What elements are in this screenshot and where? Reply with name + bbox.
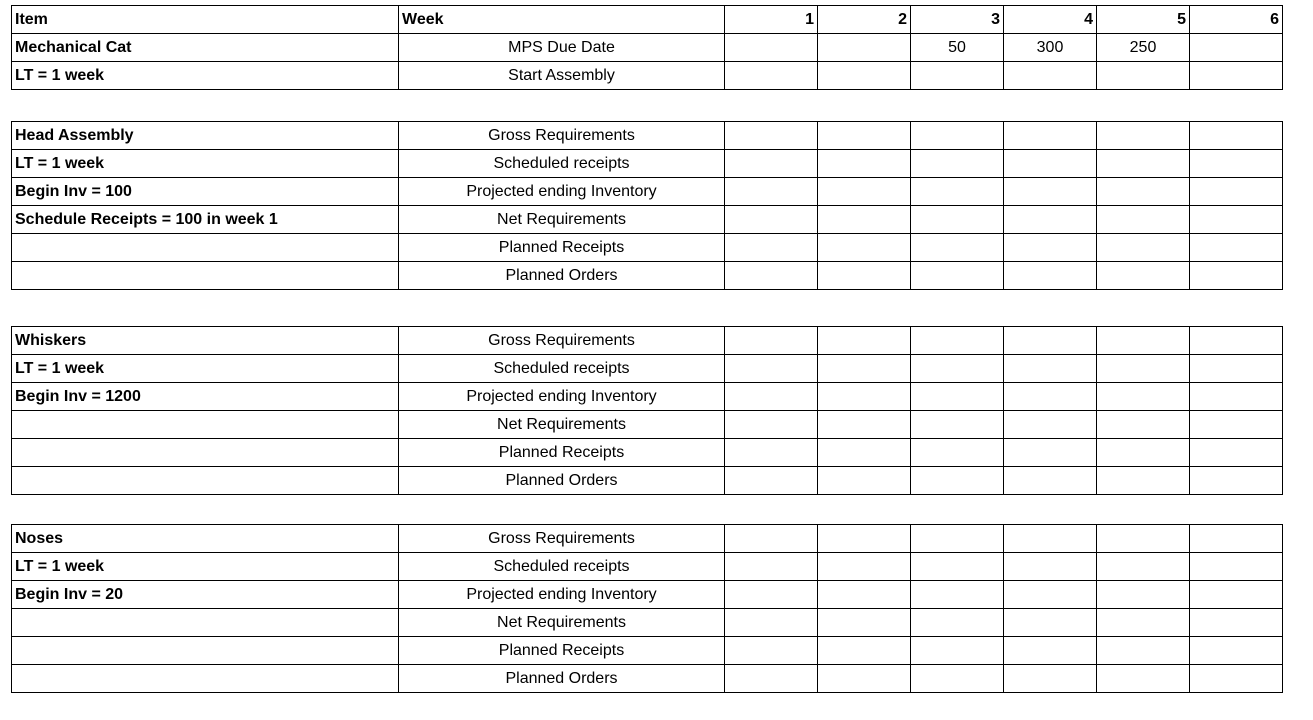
week-cell[interactable]	[1097, 150, 1190, 178]
week-number[interactable]: 4	[1004, 6, 1097, 34]
week-cell[interactable]	[818, 637, 911, 665]
week-cell[interactable]	[818, 609, 911, 637]
row-label-cell[interactable]: Start Assembly	[399, 62, 725, 90]
week-cell[interactable]	[818, 150, 911, 178]
table-row	[12, 637, 1283, 665]
item-cell[interactable]	[12, 467, 399, 495]
item-cell[interactable]	[12, 439, 399, 467]
week-cell[interactable]	[911, 411, 1004, 439]
week-cell[interactable]	[1097, 62, 1190, 90]
row-label-cell[interactable]: Projected ending Inventory	[399, 178, 725, 206]
item-cell[interactable]: LT = 1 week	[12, 62, 399, 90]
week-cell[interactable]	[911, 355, 1004, 383]
week-cell[interactable]	[725, 665, 818, 693]
head-assembly-table	[11, 121, 1283, 290]
week-cell[interactable]	[818, 234, 911, 262]
whiskers-table	[11, 326, 1283, 495]
week-cell[interactable]	[1190, 467, 1283, 495]
week-cell[interactable]	[1097, 553, 1190, 581]
week-cell[interactable]	[911, 581, 1004, 609]
week-cell[interactable]	[911, 206, 1004, 234]
table-row	[12, 234, 1283, 262]
row-label-cell[interactable]: Scheduled receipts	[399, 553, 725, 581]
table-row	[12, 383, 1283, 411]
week-cell[interactable]	[911, 178, 1004, 206]
table-row	[12, 327, 1283, 355]
week-cell[interactable]	[911, 327, 1004, 355]
week-cell[interactable]	[818, 262, 911, 290]
week-cell[interactable]	[818, 62, 911, 90]
week-cell[interactable]	[911, 637, 1004, 665]
week-cell[interactable]	[1190, 439, 1283, 467]
week-cell[interactable]	[818, 411, 911, 439]
table-row	[12, 34, 1283, 62]
table-row	[12, 553, 1283, 581]
week-cell[interactable]	[1190, 553, 1283, 581]
week-cell[interactable]	[1097, 122, 1190, 150]
week-cell[interactable]: 250	[1097, 34, 1190, 62]
week-cell[interactable]	[725, 581, 818, 609]
week-cell[interactable]	[1004, 150, 1097, 178]
row-label-cell[interactable]: Planned Orders	[399, 665, 725, 693]
week-cell[interactable]	[1190, 150, 1283, 178]
week-cell[interactable]	[818, 206, 911, 234]
row-label-cell[interactable]: Scheduled receipts	[399, 150, 725, 178]
week-cell[interactable]	[1190, 581, 1283, 609]
row-label-cell[interactable]: Planned Orders	[399, 262, 725, 290]
week-cell[interactable]	[1004, 234, 1097, 262]
week-cell[interactable]	[1190, 383, 1283, 411]
week-cell[interactable]: 300	[1004, 34, 1097, 62]
week-cell[interactable]	[1190, 665, 1283, 693]
week-cell[interactable]	[725, 525, 818, 553]
week-cell[interactable]	[1004, 178, 1097, 206]
week-number[interactable]: 3	[911, 6, 1004, 34]
row-label-cell[interactable]: Gross Requirements	[399, 122, 725, 150]
item-cell[interactable]: Schedule Receipts = 100 in week 1	[12, 206, 399, 234]
table-row	[12, 355, 1283, 383]
item-cell[interactable]: Begin Inv = 20	[12, 581, 399, 609]
table-row	[12, 411, 1283, 439]
week-cell[interactable]	[818, 34, 911, 62]
week-cell[interactable]	[818, 439, 911, 467]
week-cell[interactable]	[1097, 467, 1190, 495]
week-cell[interactable]	[911, 262, 1004, 290]
week-number[interactable]: 5	[1097, 6, 1190, 34]
week-cell[interactable]	[1004, 355, 1097, 383]
week-cell[interactable]	[1004, 467, 1097, 495]
week-cell[interactable]	[1097, 609, 1190, 637]
week-number[interactable]: 2	[818, 6, 911, 34]
week-cell[interactable]	[725, 467, 818, 495]
item-cell[interactable]: Mechanical Cat	[12, 34, 399, 62]
week-cell[interactable]	[1004, 62, 1097, 90]
row-label-cell[interactable]: Planned Orders	[399, 467, 725, 495]
week-cell[interactable]	[725, 178, 818, 206]
week-cell[interactable]	[1097, 383, 1190, 411]
week-cell[interactable]	[911, 525, 1004, 553]
row-label-cell[interactable]: Net Requirements	[399, 411, 725, 439]
item-cell[interactable]	[12, 234, 399, 262]
item-cell[interactable]	[12, 262, 399, 290]
week-cell[interactable]	[1004, 383, 1097, 411]
week-cell[interactable]	[911, 234, 1004, 262]
week-cell[interactable]	[911, 609, 1004, 637]
week-cell[interactable]	[911, 122, 1004, 150]
week-cell[interactable]	[725, 62, 818, 90]
table-row	[12, 150, 1283, 178]
week-cell[interactable]	[1097, 327, 1190, 355]
week-number[interactable]: 6	[1190, 6, 1283, 34]
week-cell[interactable]	[1004, 525, 1097, 553]
week-cell[interactable]	[725, 383, 818, 411]
week-number[interactable]: 1	[725, 6, 818, 34]
noses-table	[11, 524, 1283, 693]
week-cell[interactable]	[1097, 355, 1190, 383]
table-row	[12, 467, 1283, 495]
table-row	[12, 609, 1283, 637]
week-cell[interactable]	[1190, 355, 1283, 383]
item-cell[interactable]: Whiskers	[12, 327, 399, 355]
week-cell[interactable]	[818, 122, 911, 150]
week-cell[interactable]: 50	[911, 34, 1004, 62]
week-header[interactable]: Week	[399, 6, 725, 34]
week-cell[interactable]	[725, 637, 818, 665]
item-cell[interactable]: LT = 1 week	[12, 553, 399, 581]
week-cell[interactable]	[725, 34, 818, 62]
week-cell[interactable]	[911, 150, 1004, 178]
week-cell[interactable]	[1004, 665, 1097, 693]
week-cell[interactable]	[1004, 439, 1097, 467]
week-cell[interactable]	[1190, 178, 1283, 206]
week-cell[interactable]	[1097, 234, 1190, 262]
week-cell[interactable]	[1004, 411, 1097, 439]
week-cell[interactable]	[911, 383, 1004, 411]
row-label-cell[interactable]: MPS Due Date	[399, 34, 725, 62]
week-cell[interactable]	[1097, 637, 1190, 665]
week-cell[interactable]	[725, 234, 818, 262]
table-row	[12, 262, 1283, 290]
week-cell[interactable]	[818, 327, 911, 355]
table-row	[12, 122, 1283, 150]
item-cell[interactable]: Begin Inv = 1200	[12, 383, 399, 411]
week-cell[interactable]	[911, 467, 1004, 495]
week-cell[interactable]	[725, 150, 818, 178]
table-row	[12, 581, 1283, 609]
row-label-cell[interactable]: Planned Receipts	[399, 637, 725, 665]
week-cell[interactable]	[1004, 262, 1097, 290]
week-cell[interactable]	[1004, 327, 1097, 355]
week-cell[interactable]	[1097, 411, 1190, 439]
item-header[interactable]: Item	[12, 6, 399, 34]
week-cell[interactable]	[1190, 609, 1283, 637]
week-cell[interactable]	[911, 665, 1004, 693]
week-cell[interactable]	[1190, 206, 1283, 234]
table-row	[12, 665, 1283, 693]
week-cell[interactable]	[1190, 262, 1283, 290]
row-label-cell[interactable]: Planned Receipts	[399, 439, 725, 467]
week-cell[interactable]	[1097, 206, 1190, 234]
item-cell[interactable]	[12, 665, 399, 693]
item-cell[interactable]: Head Assembly	[12, 122, 399, 150]
row-label-cell[interactable]: Net Requirements	[399, 206, 725, 234]
week-cell[interactable]	[911, 439, 1004, 467]
item-cell[interactable]	[12, 609, 399, 637]
row-label-cell[interactable]: Projected ending Inventory	[399, 383, 725, 411]
week-cell[interactable]	[1190, 122, 1283, 150]
table-row	[12, 178, 1283, 206]
table-row	[12, 62, 1283, 90]
row-label-cell[interactable]: Net Requirements	[399, 609, 725, 637]
week-cell[interactable]	[725, 411, 818, 439]
week-cell[interactable]	[725, 327, 818, 355]
week-cell[interactable]	[818, 383, 911, 411]
item-cell[interactable]: Begin Inv = 100	[12, 178, 399, 206]
row-label-cell[interactable]: Scheduled receipts	[399, 355, 725, 383]
row-label-cell[interactable]: Gross Requirements	[399, 327, 725, 355]
table-row	[12, 206, 1283, 234]
row-label-cell[interactable]: Planned Receipts	[399, 234, 725, 262]
week-cell[interactable]	[1004, 553, 1097, 581]
week-cell[interactable]	[1004, 637, 1097, 665]
week-cell[interactable]	[1190, 637, 1283, 665]
week-cell[interactable]	[1004, 122, 1097, 150]
week-cell[interactable]	[1190, 234, 1283, 262]
item-cell[interactable]	[12, 637, 399, 665]
item-cell[interactable]: Noses	[12, 525, 399, 553]
week-cell[interactable]	[1190, 34, 1283, 62]
week-cell[interactable]	[1004, 206, 1097, 234]
row-label-cell[interactable]: Projected ending Inventory	[399, 581, 725, 609]
row-label-cell[interactable]: Gross Requirements	[399, 525, 725, 553]
week-cell[interactable]	[1190, 327, 1283, 355]
week-cell[interactable]	[725, 122, 818, 150]
week-cell[interactable]	[818, 467, 911, 495]
week-cell[interactable]	[725, 609, 818, 637]
week-cell[interactable]	[1190, 525, 1283, 553]
week-cell[interactable]	[818, 355, 911, 383]
week-cell[interactable]	[1097, 665, 1190, 693]
week-cell[interactable]	[1190, 411, 1283, 439]
week-cell[interactable]	[1097, 262, 1190, 290]
week-cell[interactable]	[1004, 609, 1097, 637]
item-cell[interactable]: LT = 1 week	[12, 150, 399, 178]
week-cell[interactable]	[725, 206, 818, 234]
week-cell[interactable]	[818, 178, 911, 206]
week-cell[interactable]	[1097, 525, 1190, 553]
week-cell[interactable]	[911, 553, 1004, 581]
week-cell[interactable]	[1097, 439, 1190, 467]
week-cell[interactable]	[818, 525, 911, 553]
week-cell[interactable]	[1097, 581, 1190, 609]
week-cell[interactable]	[725, 355, 818, 383]
week-cell[interactable]	[818, 581, 911, 609]
mps-table	[11, 5, 1283, 90]
table-row	[12, 525, 1283, 553]
item-cell[interactable]: LT = 1 week	[12, 355, 399, 383]
week-cell[interactable]	[1190, 62, 1283, 90]
week-cell[interactable]	[911, 62, 1004, 90]
week-cell[interactable]	[725, 262, 818, 290]
week-cell[interactable]	[1097, 178, 1190, 206]
week-cell[interactable]	[725, 553, 818, 581]
item-cell[interactable]	[12, 411, 399, 439]
week-cell[interactable]	[1004, 581, 1097, 609]
header-row	[12, 6, 1283, 34]
week-cell[interactable]	[818, 553, 911, 581]
week-cell[interactable]	[725, 439, 818, 467]
week-cell[interactable]	[818, 665, 911, 693]
table-row	[12, 439, 1283, 467]
